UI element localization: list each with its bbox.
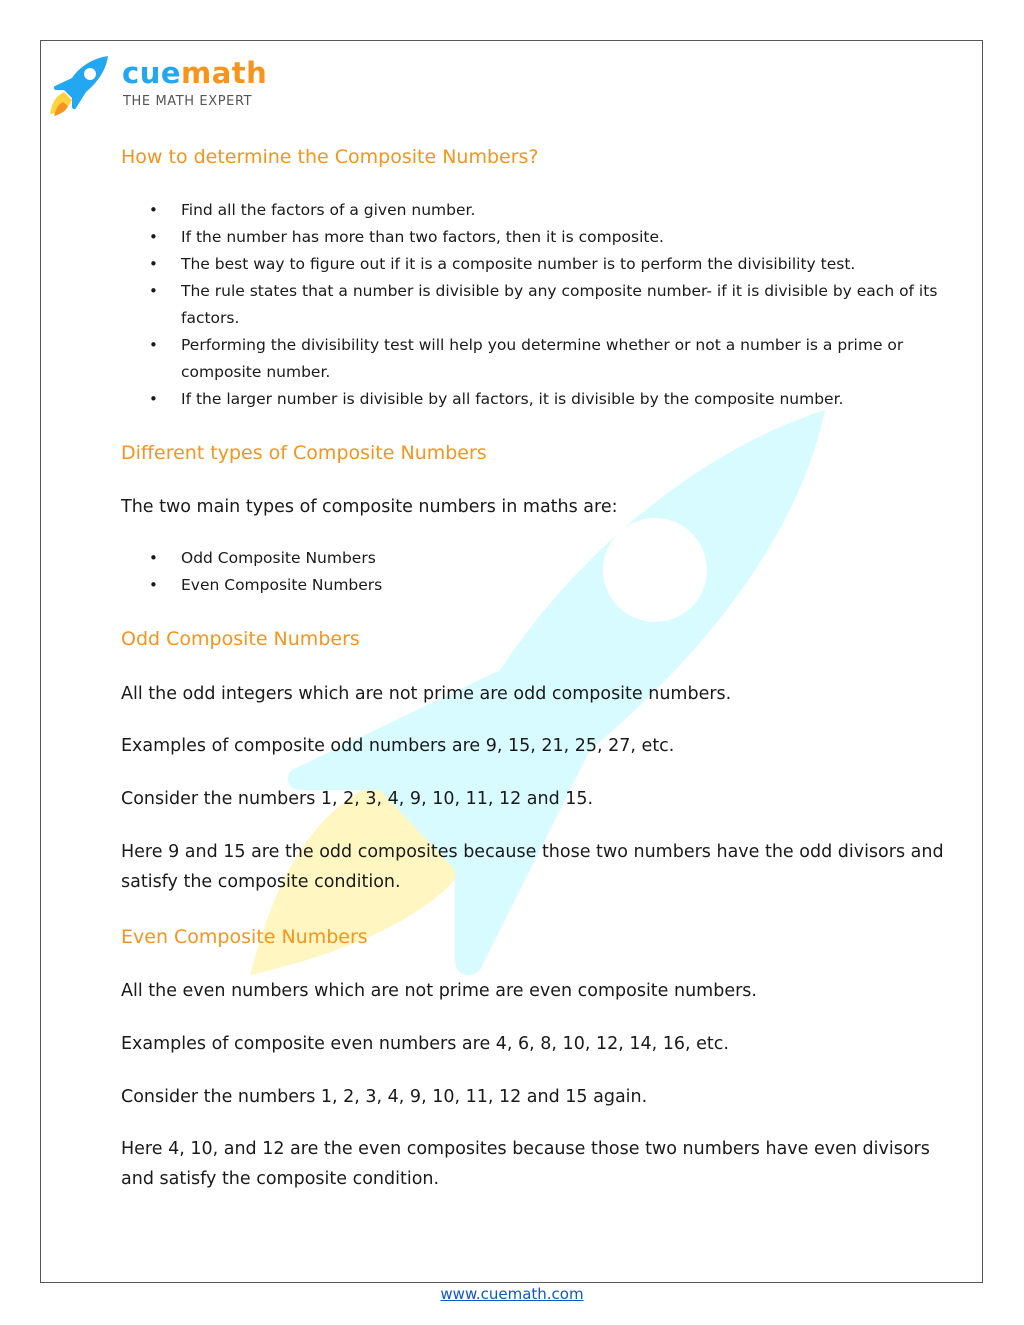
even-paragraph-2: Examples of composite even numbers are 4, 6, 8, 10, 12, 14, 16, etc. xyxy=(121,1034,729,1054)
even-paragraph-4: Here 4, 10, and 12 are the even composites because those two numbers have even divisors and satisfy the composite condition. xyxy=(121,1139,930,1189)
list-item: • Odd Composite Numbers xyxy=(121,545,951,572)
list-item: • The best way to figure out if it is a composite number is to perform the divisibility test. xyxy=(121,251,951,278)
types-intro: The two main types of composite numbers in maths are: xyxy=(121,497,618,517)
determine-bullet-list xyxy=(121,197,951,413)
list-item: • If the larger number is divisible by all factors, it is divisible by the composite number. xyxy=(121,386,951,413)
list-item: • The rule states that a number is divisible by any composite number- if it is divisible by each of its factors. xyxy=(121,278,951,332)
types-bullet-list xyxy=(121,545,951,599)
list-item: • If the number has more than two factors, then it is composite. xyxy=(121,224,951,251)
list-item: • Performing the divisibility test will help you determine whether or not a number is a prime or composite number. xyxy=(121,332,951,386)
heading-even: Even Composite Numbers xyxy=(121,926,368,948)
heading-types: Different types of Composite Numbers xyxy=(121,442,487,464)
logo-wordmark xyxy=(122,56,267,90)
odd-paragraph-1: All the odd integers which are not prime are odd composite numbers. xyxy=(121,684,732,704)
rocket-logo-icon xyxy=(46,52,112,118)
footer-website-link[interactable]: www.cuemath.com xyxy=(440,1285,584,1303)
logo-word-math: math xyxy=(181,56,268,90)
odd-paragraph-4: Here 9 and 15 are the odd composites because those two numbers have the odd divisors and satisfy the composite condition. xyxy=(121,842,944,892)
heading-determine: How to determine the Composite Numbers? xyxy=(121,146,539,168)
logo-word-cue: cue xyxy=(122,56,182,90)
even-paragraph-1: All the even numbers which are not prime are even composite numbers. xyxy=(121,981,757,1001)
even-paragraph-3: Consider the numbers 1, 2, 3, 4, 9, 10, 11, 12 and 15 again. xyxy=(121,1087,648,1107)
list-item: • Even Composite Numbers xyxy=(121,572,951,599)
odd-paragraph-3: Consider the numbers 1, 2, 3, 4, 9, 10, 11, 12 and 15. xyxy=(121,789,594,809)
list-item: • Find all the factors of a given number. xyxy=(121,197,951,224)
logo-tagline: THE MATH EXPERT xyxy=(123,94,253,109)
heading-odd: Odd Composite Numbers xyxy=(121,628,360,650)
odd-paragraph-2: Examples of composite odd numbers are 9, 15, 21, 25, 27, etc. xyxy=(121,736,675,756)
